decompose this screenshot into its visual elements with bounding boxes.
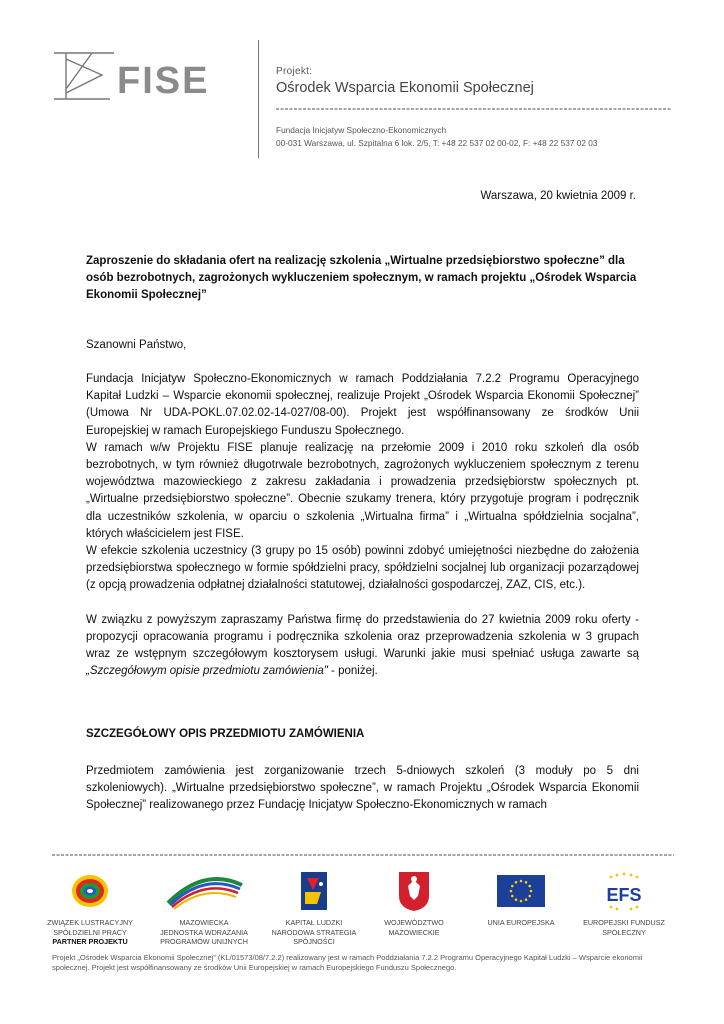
invitation-paragraph <box>86 612 639 681</box>
header-divider <box>258 40 259 158</box>
partner-caption-line: JEDNOSTKA WDRAŻANIA <box>160 927 248 937</box>
partner-caption-line: MAZOWIECKIE <box>388 927 440 937</box>
org-name: Fundacja Inicjatyw Społeczno-Ekonomicznych <box>276 125 447 135</box>
project-label: Projekt: <box>276 66 313 77</box>
invitation-italic: „Szczegółowym opisie przedmiotu zamówienia" <box>86 665 328 678</box>
partner-caption-line: UNIA EUROPEJSKA <box>487 918 555 927</box>
section-paragraph: Przedmiotem zamówienia jest zorganizowanie trzech 5-dniowych szkoleń (3 moduły po 5 dni szkoleniowych). „Wirtualne przedsiębiorstwo społeczne”, w ramach Projektu „Ośrodek Wsparcia Ekonomii Społecznej” realizowanego przez Fundację Inicjatyw Społeczno-Ekonomicznych w ramach <box>86 765 639 812</box>
body-paragraph: Fundacja Inicjatyw Społeczno-Ekonomicznych w ramach Poddziałania 7.2.2 Programu Operacyjnego Kapitał Ludzki – Wsparcie ekonomii społecznej, realizuje Projekt „Ośrodek Wsparcia Ekonomii Społecznej” (Umowa Nr UDA-POKL.07.02.02-14-027/08-00). Projekt jest współfinansowany ze środków Unii Europejskiej w ramach Europejskiego Funduszu Społecznego. <box>86 373 639 437</box>
eu-flag-icon <box>497 875 545 907</box>
partner-ue <box>465 866 577 928</box>
partner-caption-line: KAPITAŁ LUDZKI <box>285 918 343 927</box>
footer-dashed-line <box>52 854 674 856</box>
partner-caption-line: WOJEWÓDZTWO <box>384 918 444 927</box>
section-title: SZCZEGÓŁOWY OPIS PRZEDMIOTU ZAMÓWIENIA <box>86 728 365 740</box>
section-body <box>86 763 639 815</box>
partner-caption-line: EUROPEJSKI FUNDUSZ <box>583 918 665 927</box>
mazowsze-coat-of-arms-icon <box>397 870 431 912</box>
partner-caption-line: MAZOWIECKA <box>179 918 229 927</box>
partner-caption-line: SPÓŁDZIELNI PRACY <box>53 927 127 937</box>
letter-body <box>86 371 639 680</box>
invitation-text: W związku z powyższym zapraszamy Państwa firmę do przedstawienia do 27 kwietnia 2009 roku oferty - propozycji opracowania programu i podręcznika szkolenia oraz przeprowadzenia szkolenia w 3 grupach wraz ze wstępnym szczegółowym kosztorysem usługi. Warunki jakie musi spełniać usługa zawarte są <box>86 613 639 661</box>
header-dashed-line <box>276 108 671 110</box>
partner-caption-line: SPÓJNOŚCI <box>293 937 335 946</box>
partner-caption-line: ZWIĄZEK LUSTRACYJNY <box>47 918 133 927</box>
footer-footnote: Projekt „Ośrodek Wsparcia Ekonomii Społecznej” (KL/01573/08/7.2.2) realizowany jest w ramach Poddziałania 7.2.2 Programu Operacyjnego Kapitał Ludzki – Wsparcie ekonomii społecznej. Projekt jest współfinansowany ze środków Unii Europejskiej w ramach Europejskiego Funduszu Społecznego. <box>52 953 643 972</box>
partner-kapital-ludzki <box>258 866 370 947</box>
project-name: Ośrodek Wsparcia Ekonomii Społecznej <box>276 80 534 96</box>
fise-logo-text: FISE <box>117 60 210 102</box>
fise-logo <box>52 45 232 105</box>
letter-greeting: Szanowni Państwo, <box>86 339 187 351</box>
efs-logo-icon <box>597 871 651 911</box>
partner-efs <box>568 866 680 937</box>
fise-logo-mark <box>54 53 114 99</box>
mjwpu-logo-icon <box>164 871 244 911</box>
partner-caption-line: PROGRAMÓW UNIJNYCH <box>160 937 248 946</box>
zlsp-logo-icon <box>68 871 112 911</box>
efs-logo-text: EFS <box>606 885 642 905</box>
body-paragraph: W efekcie szkolenia uczestnicy (3 grupy po 15 osób) powinni zdobyć umiejętności niezbędne do założenia przedsiębiorstwa społecznego w formie spółdzielni pracy, spółdzielni socjalnej lub organizacji pozarządowej (z opcją prowadzenia odpłatnej działalności statutowej, działalności gospodarczej, ZAZ, CIS, etc.). <box>86 545 639 592</box>
partner-mjwpu <box>148 866 260 947</box>
partner-caption-line: SPOŁECZNY <box>602 927 646 937</box>
letter-date: Warszawa, 20 kwietnia 2009 r. <box>480 190 636 202</box>
partner-project-label: PARTNER PROJEKTU <box>52 937 128 946</box>
invitation-end: - poniżej. <box>327 665 378 678</box>
body-paragraph: W ramach w/w Projektu FISE planuje realizację na przełomie 2009 i 2010 roku szkoleń dla osób bezrobotnych, w tym również długotrwale bezrobotnych, zagrożonych wykluczeniem społecznym z terenu województwa mazowieckiego z zakresu zakładania i prowadzenia przedsiębiorstw społecznych pt. „Wirtualne przedsiębiorstwo społeczne”. Obecnie szukamy trenera, który przygotuje program i podręcznik dla uczestników szkolenia, w oparciu o szkolenia „Wirtualna firma” i „Wirtualna spółdzielnia socjalna”, których właścicielem jest FISE. <box>86 441 639 540</box>
org-address: 00-031 Warszawa, ul. Szpitalna 6 lok. 2/5, T: +48 22 537 02 00-02, F: +48 22 537 02 03 <box>276 138 598 148</box>
partner-zlsp <box>34 866 146 947</box>
partner-mazowsze <box>358 866 470 937</box>
kapital-ludzki-logo-icon <box>299 870 329 912</box>
partner-caption-line: NARODOWA STRATEGIA <box>271 927 357 937</box>
letter-subject: Zaproszenie do składania ofert na realizację szkolenia „Wirtualne przedsiębiorstwo społeczne” dla osób bezrobotnych, zagrożonych wykluczeniem społecznym, w ramach projektu „Ośrodek Wsparcia Ekonomii Społecznej” <box>86 255 637 301</box>
